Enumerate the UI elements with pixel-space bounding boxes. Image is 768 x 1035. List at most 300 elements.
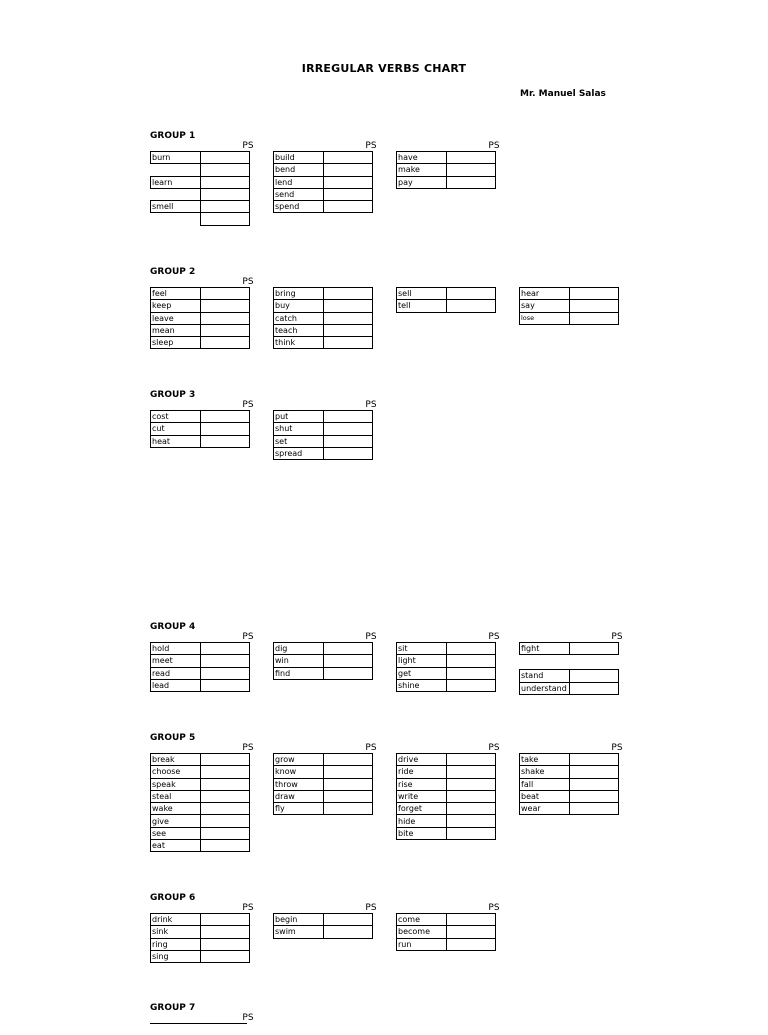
verb-row xyxy=(520,288,619,300)
verb-row xyxy=(397,288,496,300)
verb-table xyxy=(273,287,373,349)
verb-row xyxy=(151,950,250,962)
base-verb: hear xyxy=(520,288,570,300)
verb-row xyxy=(151,337,250,349)
past-simple-cell[interactable] xyxy=(201,667,250,679)
document-title: IRREGULAR VERBS CHART xyxy=(301,62,467,75)
base-verb: run xyxy=(397,938,447,950)
past-simple-cell[interactable] xyxy=(324,324,373,336)
verb-row xyxy=(151,827,250,839)
past-simple-cell[interactable] xyxy=(324,435,373,447)
ps-column-header: PS xyxy=(242,632,254,642)
past-simple-cell[interactable] xyxy=(447,754,496,766)
verb-row xyxy=(151,643,250,655)
group-heading: GROUP 6 xyxy=(150,893,196,903)
verb-row xyxy=(274,754,373,766)
past-simple-cell[interactable] xyxy=(201,411,250,423)
past-simple-cell[interactable] xyxy=(447,288,496,300)
base-verb: find xyxy=(274,667,324,679)
past-simple-cell[interactable] xyxy=(324,423,373,435)
past-simple-cell[interactable] xyxy=(324,300,373,312)
base-verb: make xyxy=(397,164,447,176)
base-verb: buy xyxy=(274,300,324,312)
base-verb: spread xyxy=(274,447,324,459)
base-verb: shake xyxy=(520,766,570,778)
verb-row xyxy=(274,926,373,938)
past-simple-cell[interactable] xyxy=(201,188,250,200)
verb-row xyxy=(274,667,373,679)
ps-column-header: PS xyxy=(242,1013,254,1023)
base-verb: cost xyxy=(151,411,201,423)
ps-column-header: PS xyxy=(365,743,377,753)
verb-row xyxy=(274,411,373,423)
base-verb: understand xyxy=(520,682,570,694)
ps-column-header: PS xyxy=(242,277,254,287)
verb-row xyxy=(151,423,250,435)
verb-row xyxy=(151,188,250,200)
verb-row xyxy=(274,188,373,200)
base-verb: see xyxy=(151,827,201,839)
past-simple-cell[interactable] xyxy=(570,766,619,778)
base-verb: swim xyxy=(274,926,324,938)
verb-row xyxy=(151,288,250,300)
verb-row xyxy=(397,766,496,778)
past-simple-cell[interactable] xyxy=(201,914,250,926)
past-simple-cell[interactable] xyxy=(447,164,496,176)
verb-table xyxy=(273,753,373,815)
verb-row xyxy=(274,164,373,176)
base-verb: become xyxy=(397,926,447,938)
base-verb: cut xyxy=(151,423,201,435)
past-simple-cell[interactable] xyxy=(447,176,496,188)
base-verb: fall xyxy=(520,778,570,790)
verb-row xyxy=(520,670,619,682)
past-simple-cell[interactable] xyxy=(570,790,619,802)
ps-column-header: PS xyxy=(365,903,377,913)
base-verb: leave xyxy=(151,312,201,324)
verb-row xyxy=(151,300,250,312)
base-verb: wear xyxy=(520,803,570,815)
base-verb: tell xyxy=(397,300,447,312)
past-simple-cell[interactable] xyxy=(201,679,250,691)
base-verb xyxy=(151,164,201,176)
base-verb: keep xyxy=(151,300,201,312)
verb-row xyxy=(520,803,619,815)
past-simple-cell[interactable] xyxy=(447,778,496,790)
verb-row xyxy=(151,667,250,679)
past-simple-cell[interactable] xyxy=(324,447,373,459)
ps-column-header: PS xyxy=(242,743,254,753)
group-heading: GROUP 3 xyxy=(150,390,196,400)
group-heading: GROUP 7 xyxy=(150,1003,196,1013)
group-heading: GROUP 2 xyxy=(150,267,196,277)
base-verb: beat xyxy=(520,790,570,802)
base-verb: fight xyxy=(520,643,570,655)
verb-row xyxy=(520,778,619,790)
verb-row xyxy=(151,840,250,852)
past-simple-cell[interactable] xyxy=(324,337,373,349)
verb-row xyxy=(151,164,250,176)
base-verb: shine xyxy=(397,679,447,691)
base-verb: put xyxy=(274,411,324,423)
verb-row xyxy=(151,152,250,164)
base-verb: burn xyxy=(151,152,201,164)
past-simple-cell[interactable] xyxy=(324,667,373,679)
verb-row xyxy=(397,176,496,188)
base-verb: break xyxy=(151,754,201,766)
verb-row xyxy=(397,300,496,312)
base-verb: know xyxy=(274,766,324,778)
verb-table xyxy=(396,642,496,692)
base-verb: heat xyxy=(151,435,201,447)
verb-row xyxy=(151,679,250,691)
verb-row xyxy=(274,312,373,324)
verb-row xyxy=(274,790,373,802)
past-simple-cell[interactable] xyxy=(201,324,250,336)
verb-row xyxy=(274,288,373,300)
author-name: Mr. Manuel Salas xyxy=(520,89,606,99)
group-heading: GROUP 5 xyxy=(150,733,196,743)
group-heading: GROUP 1 xyxy=(150,131,196,141)
verb-row xyxy=(274,152,373,164)
verb-row xyxy=(151,312,250,324)
base-verb xyxy=(520,655,570,670)
base-verb: think xyxy=(274,337,324,349)
past-simple-cell[interactable] xyxy=(201,754,250,766)
base-verb: lend xyxy=(274,176,324,188)
past-simple-cell[interactable] xyxy=(324,152,373,164)
ps-column-header: PS xyxy=(488,141,500,151)
past-simple-cell[interactable] xyxy=(324,411,373,423)
base-verb: shut xyxy=(274,423,324,435)
base-verb: write xyxy=(397,790,447,802)
verb-row xyxy=(520,766,619,778)
past-simple-cell[interactable] xyxy=(201,926,250,938)
base-verb: sleep xyxy=(151,337,201,349)
past-simple-cell[interactable] xyxy=(201,176,250,188)
base-verb: send xyxy=(274,188,324,200)
past-simple-cell[interactable] xyxy=(201,337,250,349)
past-simple-cell[interactable] xyxy=(570,778,619,790)
base-verb: wake xyxy=(151,803,201,815)
verb-row xyxy=(274,201,373,213)
verb-table xyxy=(273,642,373,680)
past-simple-cell[interactable] xyxy=(324,176,373,188)
verb-row xyxy=(520,643,619,655)
base-verb: say xyxy=(520,300,570,312)
past-simple-cell[interactable] xyxy=(570,803,619,815)
past-simple-cell[interactable] xyxy=(570,312,619,324)
ps-column-header: PS xyxy=(611,632,623,642)
past-simple-cell[interactable] xyxy=(201,152,250,164)
past-simple-cell[interactable] xyxy=(324,188,373,200)
verb-table xyxy=(519,642,619,695)
verb-row xyxy=(151,815,250,827)
base-verb: sing xyxy=(151,950,201,962)
verb-row xyxy=(151,803,250,815)
past-simple-cell[interactable] xyxy=(201,213,250,225)
past-simple-cell[interactable] xyxy=(447,655,496,667)
verb-row xyxy=(520,682,619,694)
past-simple-cell[interactable] xyxy=(570,670,619,682)
base-verb: give xyxy=(151,815,201,827)
verb-row xyxy=(397,778,496,790)
verb-row xyxy=(274,766,373,778)
base-verb: rise xyxy=(397,778,447,790)
verb-table xyxy=(150,1023,247,1035)
base-verb: ride xyxy=(397,766,447,778)
base-verb: choose xyxy=(151,766,201,778)
past-simple-cell[interactable] xyxy=(447,667,496,679)
verb-row xyxy=(274,447,373,459)
verb-table xyxy=(150,913,250,963)
verb-row xyxy=(397,655,496,667)
verb-row xyxy=(397,938,496,950)
base-verb: win xyxy=(274,655,324,667)
ps-column-header: PS xyxy=(242,400,254,410)
base-verb: build xyxy=(274,152,324,164)
base-verb: steal xyxy=(151,790,201,802)
verb-row xyxy=(397,164,496,176)
base-verb: forget xyxy=(397,803,447,815)
base-verb: draw xyxy=(274,790,324,802)
past-simple-cell[interactable] xyxy=(201,300,250,312)
verb-row xyxy=(520,790,619,802)
verb-table xyxy=(273,913,373,939)
past-simple-cell[interactable] xyxy=(447,766,496,778)
base-verb: light xyxy=(397,655,447,667)
past-simple-cell[interactable] xyxy=(201,778,250,790)
past-simple-cell[interactable] xyxy=(324,164,373,176)
verb-row xyxy=(520,754,619,766)
verb-table xyxy=(396,913,496,951)
ps-column-header: PS xyxy=(365,632,377,642)
verb-row xyxy=(274,423,373,435)
verb-row xyxy=(151,914,250,926)
verb-row xyxy=(274,300,373,312)
verb-row xyxy=(151,778,250,790)
base-verb: catch xyxy=(274,312,324,324)
past-simple-cell[interactable] xyxy=(570,754,619,766)
ps-column-header: PS xyxy=(365,141,377,151)
past-simple-cell[interactable] xyxy=(324,655,373,667)
ps-column-header: PS xyxy=(488,632,500,642)
verb-row xyxy=(397,790,496,802)
base-verb: set xyxy=(274,435,324,447)
verb-row xyxy=(151,790,250,802)
past-simple-cell[interactable] xyxy=(324,790,373,802)
verb-row xyxy=(151,324,250,336)
base-verb: spend xyxy=(274,201,324,213)
base-verb: pay xyxy=(397,176,447,188)
past-simple-cell[interactable] xyxy=(447,643,496,655)
verb-row xyxy=(397,667,496,679)
base-verb: teach xyxy=(274,324,324,336)
verb-row xyxy=(397,803,496,815)
past-simple-cell[interactable] xyxy=(324,754,373,766)
verb-table xyxy=(396,753,496,840)
base-verb: bend xyxy=(274,164,324,176)
verb-row xyxy=(151,926,250,938)
verb-table xyxy=(150,151,250,226)
past-simple-cell[interactable] xyxy=(570,300,619,312)
base-verb: drive xyxy=(397,754,447,766)
past-simple-cell[interactable] xyxy=(201,815,250,827)
ps-column-header: PS xyxy=(242,141,254,151)
base-verb: get xyxy=(397,667,447,679)
verb-row xyxy=(520,655,619,670)
past-simple-cell[interactable] xyxy=(570,655,619,670)
verb-row xyxy=(397,679,496,691)
ps-column-header: PS xyxy=(488,903,500,913)
past-simple-cell[interactable] xyxy=(201,950,250,962)
past-simple-cell[interactable] xyxy=(324,312,373,324)
past-simple-cell[interactable] xyxy=(201,655,250,667)
base-verb xyxy=(151,213,201,225)
base-verb: dig xyxy=(274,643,324,655)
past-simple-cell[interactable] xyxy=(324,288,373,300)
base-verb: mean xyxy=(151,324,201,336)
verb-table xyxy=(150,287,250,349)
verb-table xyxy=(273,410,373,460)
base-verb: sell xyxy=(397,288,447,300)
verb-row xyxy=(274,324,373,336)
verb-row xyxy=(397,914,496,926)
verb-row xyxy=(274,337,373,349)
past-simple-cell[interactable] xyxy=(447,300,496,312)
base-verb: hide xyxy=(397,815,447,827)
past-simple-cell[interactable] xyxy=(570,288,619,300)
verb-row xyxy=(397,926,496,938)
past-simple-cell[interactable] xyxy=(447,790,496,802)
base-verb: come xyxy=(397,914,447,926)
verb-row xyxy=(151,176,250,188)
verb-table xyxy=(273,151,373,213)
past-simple-cell[interactable] xyxy=(447,679,496,691)
verb-row xyxy=(274,176,373,188)
base-verb: take xyxy=(520,754,570,766)
base-verb: feel xyxy=(151,288,201,300)
verb-row xyxy=(151,411,250,423)
base-verb: ring xyxy=(151,938,201,950)
base-verb: lead xyxy=(151,679,201,691)
past-simple-cell[interactable] xyxy=(201,201,250,213)
verb-row xyxy=(151,201,250,213)
past-simple-cell[interactable] xyxy=(570,643,619,655)
base-verb: begin xyxy=(274,914,324,926)
verb-row xyxy=(274,803,373,815)
past-simple-cell[interactable] xyxy=(201,840,250,852)
past-simple-cell[interactable] xyxy=(201,766,250,778)
base-verb: meet xyxy=(151,655,201,667)
verb-row xyxy=(274,655,373,667)
verb-row xyxy=(520,312,619,324)
verb-row xyxy=(397,152,496,164)
ps-column-header: PS xyxy=(488,743,500,753)
verb-row xyxy=(520,300,619,312)
verb-table xyxy=(150,642,250,692)
verb-table xyxy=(519,753,619,815)
past-simple-cell[interactable] xyxy=(324,803,373,815)
verb-table xyxy=(150,753,250,852)
past-simple-cell[interactable] xyxy=(570,682,619,694)
base-verb: fly xyxy=(274,803,324,815)
past-simple-cell[interactable] xyxy=(201,803,250,815)
base-verb: sit xyxy=(397,643,447,655)
past-simple-cell[interactable] xyxy=(447,152,496,164)
past-simple-cell[interactable] xyxy=(447,938,496,950)
base-verb: bring xyxy=(274,288,324,300)
past-simple-cell[interactable] xyxy=(201,827,250,839)
base-verb: read xyxy=(151,667,201,679)
ps-column-header: PS xyxy=(611,743,623,753)
base-verb: have xyxy=(397,152,447,164)
ps-column-header: PS xyxy=(365,400,377,410)
verb-row xyxy=(151,754,250,766)
base-verb: lose xyxy=(520,312,570,324)
past-simple-cell[interactable] xyxy=(447,803,496,815)
past-simple-cell[interactable] xyxy=(447,827,496,839)
past-simple-cell[interactable] xyxy=(324,766,373,778)
verb-table xyxy=(150,410,250,448)
verb-row xyxy=(397,827,496,839)
past-simple-cell[interactable] xyxy=(324,778,373,790)
past-simple-cell[interactable] xyxy=(447,926,496,938)
verb-row xyxy=(274,914,373,926)
verb-row xyxy=(151,938,250,950)
base-verb: stand xyxy=(520,670,570,682)
past-simple-cell[interactable] xyxy=(201,423,250,435)
base-verb: eat xyxy=(151,840,201,852)
past-simple-cell[interactable] xyxy=(201,288,250,300)
past-simple-cell[interactable] xyxy=(201,164,250,176)
base-verb: hold xyxy=(151,643,201,655)
verb-table xyxy=(396,287,496,313)
past-simple-cell[interactable] xyxy=(324,926,373,938)
base-verb xyxy=(151,188,201,200)
verb-row xyxy=(151,655,250,667)
verb-row xyxy=(151,766,250,778)
ps-column-header: PS xyxy=(242,903,254,913)
verb-row xyxy=(397,643,496,655)
verb-row xyxy=(274,435,373,447)
verb-row xyxy=(397,815,496,827)
verb-row xyxy=(274,643,373,655)
past-simple-cell[interactable] xyxy=(447,914,496,926)
base-verb: learn xyxy=(151,176,201,188)
past-simple-cell[interactable] xyxy=(201,643,250,655)
verb-row xyxy=(397,754,496,766)
verb-row xyxy=(274,778,373,790)
past-simple-cell[interactable] xyxy=(201,312,250,324)
base-verb: throw xyxy=(274,778,324,790)
base-verb: grow xyxy=(274,754,324,766)
group-heading: GROUP 4 xyxy=(150,622,196,632)
past-simple-cell[interactable] xyxy=(324,914,373,926)
verb-table xyxy=(396,151,496,189)
past-simple-cell[interactable] xyxy=(324,201,373,213)
past-simple-cell[interactable] xyxy=(447,815,496,827)
past-simple-cell[interactable] xyxy=(324,643,373,655)
base-verb: bite xyxy=(397,827,447,839)
past-simple-cell[interactable] xyxy=(201,938,250,950)
past-simple-cell[interactable] xyxy=(201,435,250,447)
base-verb: smell xyxy=(151,201,201,213)
verb-row xyxy=(151,213,250,225)
base-verb: sink xyxy=(151,926,201,938)
past-simple-cell[interactable] xyxy=(201,790,250,802)
verb-row xyxy=(151,435,250,447)
